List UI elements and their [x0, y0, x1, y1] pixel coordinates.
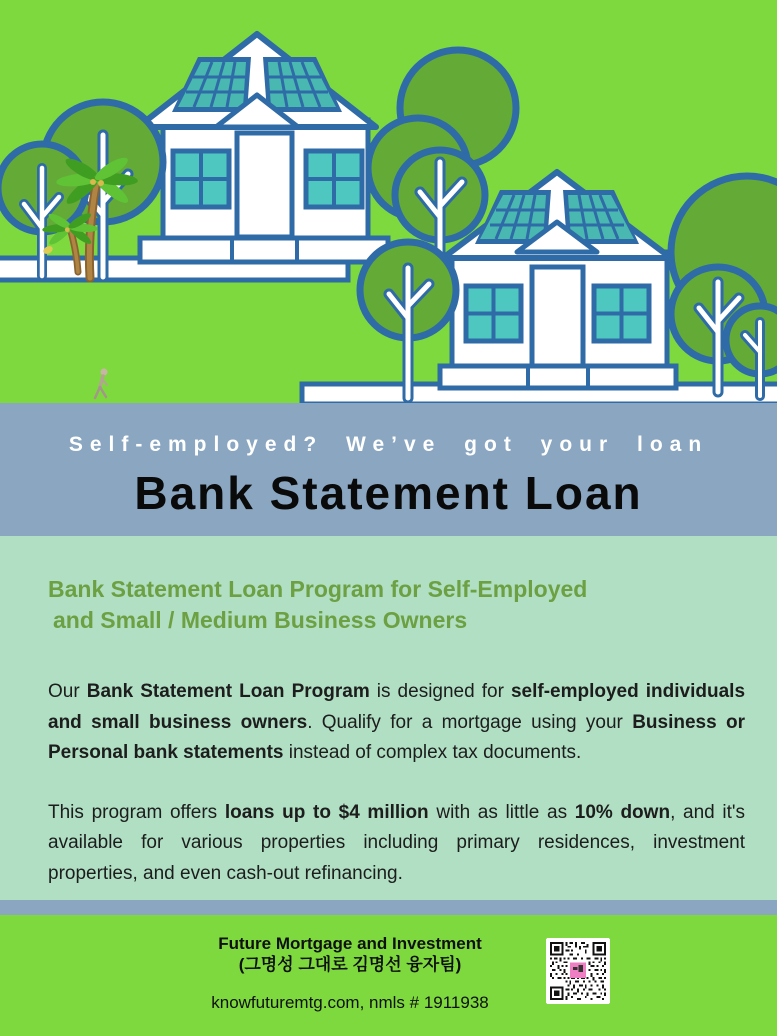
footer-text [130, 933, 570, 1013]
divider-strip [0, 900, 777, 915]
footer [0, 915, 777, 1036]
paragraph-2 [48, 798, 745, 890]
qr-code [546, 938, 610, 1004]
text-segment-bold: Business or Personal bank statements [48, 711, 745, 763]
door [532, 267, 583, 366]
banner-title: Bank Statement Loan [134, 467, 643, 519]
program-heading [48, 574, 745, 636]
walking-person-icon [95, 369, 108, 399]
text-segment: is designed for [369, 681, 511, 702]
porch [140, 238, 388, 262]
content-section [0, 536, 777, 900]
paragraph-1 [48, 677, 745, 769]
company-team-korean: (그명성 그대로 김명선 융자팀) [238, 955, 462, 974]
text-segment-bold: 10% down [574, 801, 671, 823]
contact-info: knowfuturemtg.com, nmls # 1911938 [211, 993, 489, 1012]
program-heading-line2: and Small / Medium Business Owners [53, 607, 468, 633]
neighborhood-illustration [0, 0, 777, 403]
door [237, 133, 292, 237]
text-segment: Our [48, 681, 87, 702]
text-segment: This program offers [48, 801, 225, 823]
company-name: Future Mortgage and Investment [218, 934, 482, 953]
text-segment: , and it's available for various properties including primary residences, investment properties, and even cash-out refinancing. [48, 801, 746, 884]
hero-illustration [0, 0, 777, 403]
text-segment: with as little as [428, 801, 575, 823]
banner-tagline: Self-employed? We’ve got your loan [68, 433, 709, 456]
text-segment: instead of complex tax documents. [283, 742, 582, 763]
porch [440, 366, 676, 388]
text-segment-bold: loans up to $4 million [224, 801, 429, 823]
text-segment: . Qualify for a mortgage using your [307, 711, 633, 733]
text-segment-bold: self-employed individuals and small business owners [48, 681, 746, 733]
qr-center-logo [570, 962, 586, 978]
program-heading-line1: Bank Statement Loan Program for Self-Employed [48, 576, 588, 602]
banner [0, 403, 777, 536]
text-segment-bold: Bank Statement Loan Program [86, 681, 370, 702]
solar-house-icon [138, 34, 388, 262]
